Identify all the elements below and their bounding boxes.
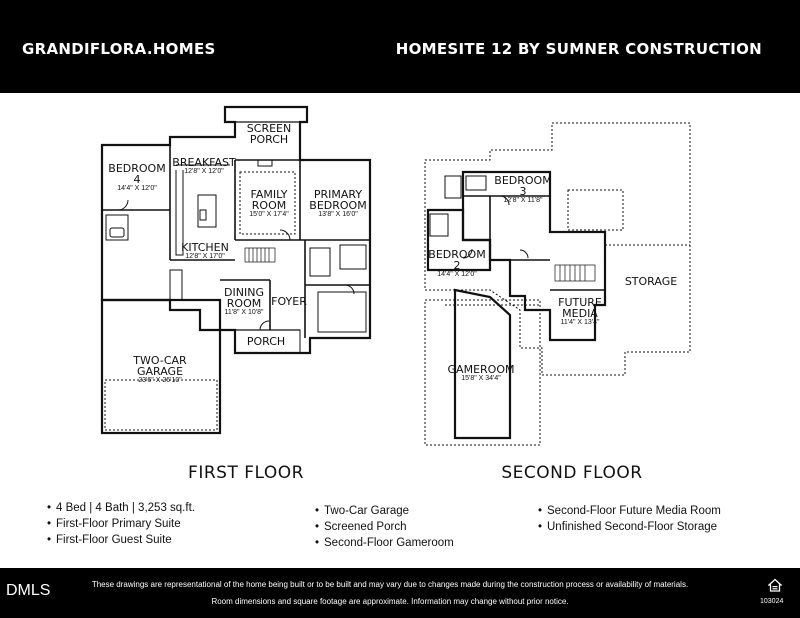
room-name: FAMILY <box>250 188 288 201</box>
room-name: STORAGE <box>624 275 678 288</box>
disclaimer-line-2: Room dimensions and square footage are approximate. Information may change without prior notice. <box>211 597 569 606</box>
room-name: MEDIA <box>562 307 598 320</box>
room-name: BEDROOM <box>309 199 367 212</box>
room-name: BEDROOM <box>494 174 552 187</box>
mls-logo: DMLS <box>6 582 51 599</box>
room-screen-porch <box>247 123 291 145</box>
equal-housing-icon <box>768 578 782 592</box>
room-dimensions: 11'4" X 13'4" <box>560 319 600 326</box>
room-name: PORCH <box>246 335 286 348</box>
room-breakfast <box>172 157 235 176</box>
room-name: DINING <box>224 286 264 299</box>
brand-name: GRANDIFLORA.HOMES <box>22 40 216 58</box>
feature-item: • First-Floor Guest Suite <box>47 532 195 548</box>
second-floor-title: SECOND FLOOR <box>501 463 643 483</box>
floor-plans <box>0 93 800 493</box>
room-name: FUTURE <box>558 296 602 309</box>
room-name: GAMEROOM <box>447 363 515 376</box>
room-dimensions: 11'8" X 10'8" <box>224 309 264 316</box>
homesite-title: HOMESITE 12 BY SUMNER CONSTRUCTION <box>395 40 762 58</box>
room-name: PORCH <box>249 133 289 146</box>
room-future-media <box>558 297 602 327</box>
feature-item: • Second-Floor Future Media Room <box>538 503 721 519</box>
room-name: 4 <box>133 173 141 186</box>
disclaimer-line-1: These drawings are representational of the home being built or to be built and may vary due to changes made during the construction process or availability of materials. <box>91 580 689 589</box>
room-dimensions: 15'8" X 34'4" <box>461 375 501 382</box>
room-bedroom-2 <box>428 249 485 279</box>
room-garage <box>133 355 186 385</box>
room-primary-bedroom <box>309 189 366 219</box>
room-name: BEDROOM <box>108 162 166 175</box>
room-dimensions: 14'4" X 12'0" <box>437 271 477 278</box>
features-list-1 <box>47 500 195 548</box>
first-floor-title: FIRST FLOOR <box>188 463 304 483</box>
room-dimensions: 15'0" X 17'4" <box>249 211 289 218</box>
room-dining <box>224 287 264 317</box>
room-name: KITCHEN <box>181 241 229 254</box>
room-bedroom-3 <box>494 175 551 205</box>
room-name: FOYER <box>271 295 307 308</box>
room-dimensions: 14'4" X 12'0" <box>117 185 157 192</box>
room-name: BEDROOM <box>428 248 486 261</box>
footer-bar <box>0 568 800 618</box>
room-name: BREAKFAST <box>172 156 236 169</box>
room-gameroom <box>448 364 515 383</box>
room-name: ROOM <box>226 297 262 310</box>
feature-item: • Two-Car Garage <box>315 503 454 519</box>
feature-item: • First-Floor Primary Suite <box>47 516 195 532</box>
room-name: 3 <box>519 185 527 198</box>
feature-item: • Second-Floor Gameroom <box>315 535 454 551</box>
floor-plan-drawing <box>0 93 800 493</box>
listing-code: 103024 <box>760 598 784 605</box>
room-name: 2 <box>453 259 461 272</box>
room-name: PRIMARY <box>313 188 363 201</box>
header-bar <box>0 0 800 93</box>
room-dimensions: 12'8" X 12'0" <box>184 168 224 175</box>
room-dimensions: 12'8" X 17'0" <box>185 253 225 260</box>
room-foyer <box>271 296 307 307</box>
room-dimensions: 23'6" X 26'10" <box>138 377 182 384</box>
room-bedroom-4 <box>108 163 165 193</box>
room-storage <box>625 276 677 287</box>
room-dimensions: 12'8" X 11'8" <box>503 197 543 204</box>
feature-item: • Screened Porch <box>315 519 454 535</box>
room-name: ROOM <box>251 199 287 212</box>
room-name: TWO-CAR <box>133 354 187 367</box>
room-porch <box>247 336 285 347</box>
features-list-3 <box>538 503 721 535</box>
features-list-2 <box>315 503 454 551</box>
room-dimensions: 13'8" X 16'0" <box>318 211 358 218</box>
room-name: GARAGE <box>136 365 184 378</box>
room-kitchen <box>181 242 229 261</box>
feature-item: • Unfinished Second-Floor Storage <box>538 519 721 535</box>
room-name: SCREEN <box>246 122 292 135</box>
feature-item: • 4 Bed | 4 Bath | 3,253 sq.ft. <box>47 500 195 516</box>
room-family <box>249 189 289 219</box>
